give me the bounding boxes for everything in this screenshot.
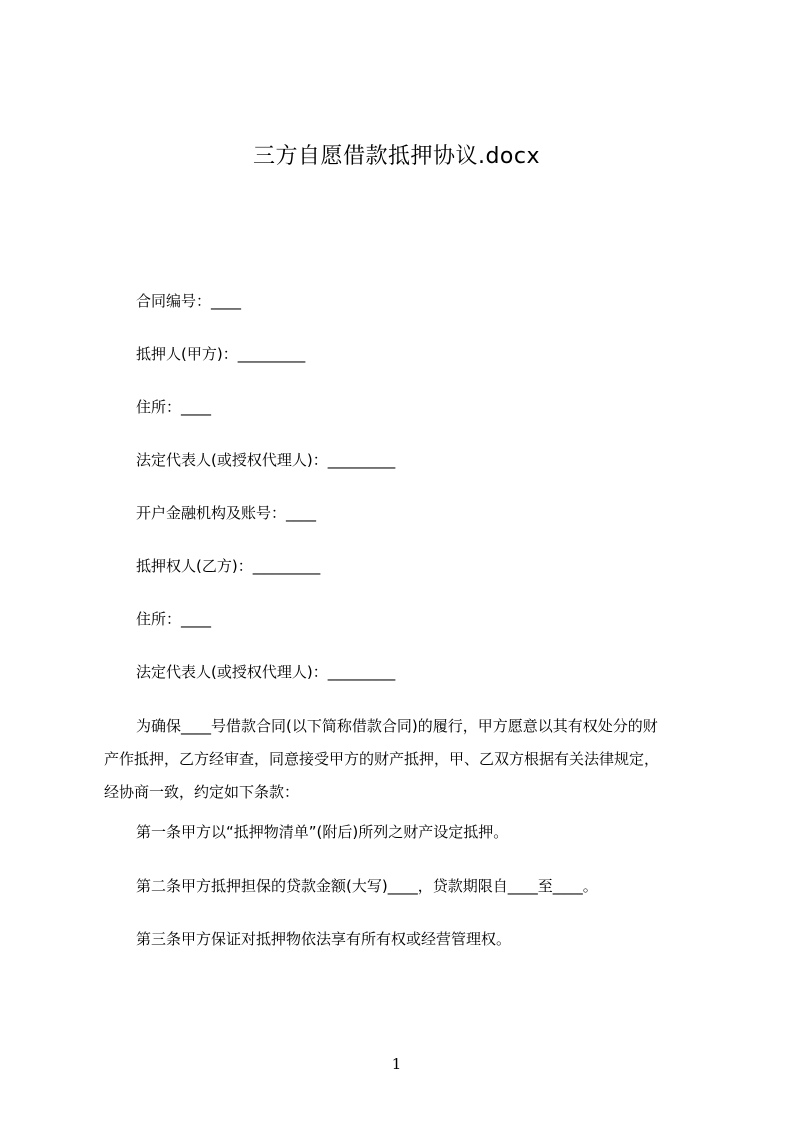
mortgagor-field: 抵押人(甲方)：_________ — [136, 345, 306, 363]
mortgagor-representative-field: 法定代表人(或授权代理人)：_________ — [136, 451, 396, 469]
bank-account-field: 开户金融机构及账号：____ — [136, 504, 317, 522]
contract-number-field: 合同编号：____ — [136, 292, 242, 310]
intro-line: 为确保____号借款合同(以下简称借款合同)的履行，甲方愿意以其有权处分的财 — [136, 717, 658, 735]
mortgagee-field: 抵押权人(乙方)：_________ — [136, 557, 321, 575]
clause-three: 第三条甲方保证对抵押物依法享有所有权或经营管理权。 — [136, 930, 512, 948]
mortgagor-address-field: 住所：____ — [136, 398, 212, 416]
clause-two: 第二条甲方抵押担保的贷款金额(大写)____，贷款期限自____至____。 — [136, 877, 598, 895]
intro-paragraph — [104, 716, 724, 815]
intro-line: 经协商一致，约定如下条款： — [104, 783, 300, 801]
mortgagee-address-field: 住所：____ — [136, 610, 212, 628]
intro-line: 产作抵押，乙方经审查，同意接受甲方的财产抵押，甲、乙双方根据有关法律规定， — [104, 750, 660, 768]
clause-one: 第一条甲方以“抵押物清单”(附后)所列之财产设定抵押。 — [136, 823, 509, 841]
document-title: 三方自愿借款抵押协议.docx — [252, 144, 541, 169]
mortgagee-representative-field: 法定代表人(或授权代理人)：_________ — [136, 663, 396, 681]
page-number: 1 — [391, 1055, 402, 1073]
